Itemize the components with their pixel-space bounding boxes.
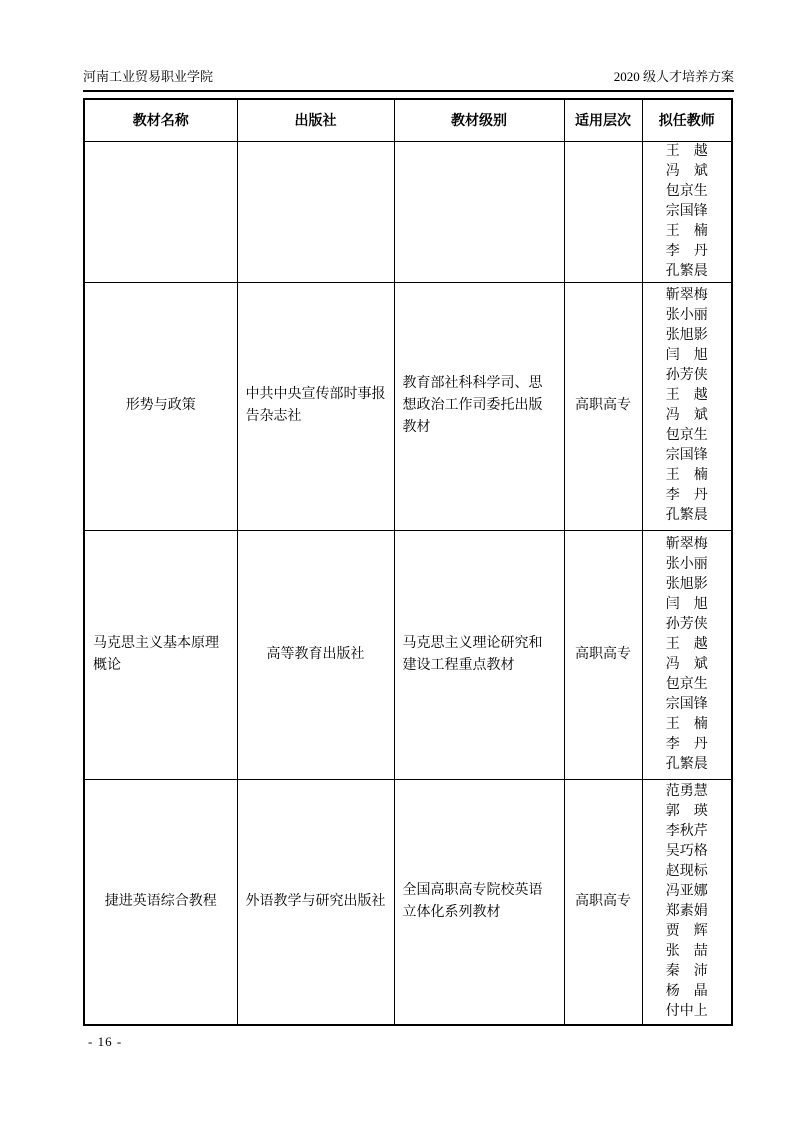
- teacher-name: 冯斌: [665, 408, 708, 423]
- cell-textbook-name: 马克思主义基本原理概论: [84, 530, 237, 779]
- cell-textbook-name: [84, 141, 237, 282]
- textbook-table: [83, 98, 733, 1026]
- column-header-applicable-tier: 适用层次: [564, 99, 642, 141]
- teacher-name: 冯亚娜: [665, 883, 708, 899]
- cell-proposed-teachers: [642, 141, 732, 282]
- school-name: 河南工业贸易职业学院: [83, 69, 214, 84]
- teacher-name: 王越: [665, 388, 708, 403]
- teacher-name: 闫旭: [665, 596, 708, 612]
- cell-publisher: [237, 141, 394, 282]
- teacher-name: 李丹: [665, 736, 708, 752]
- table-row: [84, 779, 732, 1025]
- teacher-name: 包京生: [665, 428, 708, 443]
- teacher-name: 李秋芹: [665, 823, 708, 839]
- cell-applicable-tier: 高职高专: [564, 530, 642, 779]
- cell-publisher: 中共中央宣传部时事报告杂志社: [237, 282, 394, 530]
- cell-proposed-teachers: [642, 779, 732, 1025]
- teacher-name: 秦沛: [665, 963, 708, 979]
- cell-publisher: 外语教学与研究出版社: [237, 779, 394, 1025]
- teacher-name: 宗国锋: [665, 696, 708, 712]
- teacher-name: 宗国锋: [665, 448, 708, 463]
- table-row: [84, 282, 732, 530]
- teacher-name: 李丹: [665, 488, 708, 503]
- cell-textbook-level: 马克思主义理论研究和建设工程重点教材: [394, 530, 564, 779]
- cell-applicable-tier: 高职高专: [564, 779, 642, 1025]
- teacher-name: 范勇慧: [665, 783, 708, 799]
- cell-applicable-tier: [564, 141, 642, 282]
- cell-textbook-name: 形势与政策: [84, 282, 237, 530]
- teacher-name: 杨晶: [665, 983, 708, 999]
- table-row: [84, 141, 732, 282]
- teacher-name: 张旭影: [665, 328, 708, 343]
- cell-applicable-tier: 高职高专: [564, 282, 642, 530]
- plan-title: 2020 级人才培养方案: [613, 69, 734, 84]
- column-header-textbook-name: 教材名称: [84, 99, 237, 141]
- table-body: [84, 141, 732, 1025]
- teacher-name: 贾辉: [665, 923, 708, 939]
- teacher-name: 冯斌: [665, 163, 708, 179]
- cell-proposed-teachers: [642, 530, 732, 779]
- teacher-name: 包京生: [665, 676, 708, 692]
- teacher-name: 王楠: [665, 716, 708, 732]
- cell-textbook-name: 捷进英语综合教程: [84, 779, 237, 1025]
- teacher-list: [643, 782, 732, 1022]
- table-row: [84, 530, 732, 779]
- teacher-name: 王越: [665, 143, 708, 159]
- teacher-name: 赵现标: [665, 863, 708, 879]
- teacher-name: 张小丽: [665, 308, 708, 323]
- teacher-list: [643, 535, 732, 775]
- teacher-name: 孙芳侠: [665, 616, 708, 632]
- cell-proposed-teachers: [642, 282, 732, 530]
- teacher-name: 张小丽: [665, 556, 708, 572]
- page-header: [83, 68, 734, 86]
- column-header-publisher: 出版社: [237, 99, 394, 141]
- teacher-list: [643, 142, 732, 282]
- cell-publisher: 高等教育出版社: [237, 530, 394, 779]
- header-rule: [83, 90, 734, 92]
- cell-textbook-level: 教育部社科科学司、思想政治工作司委托出版教材: [394, 282, 564, 530]
- table-header: [84, 99, 732, 141]
- teacher-name: 王楠: [665, 468, 708, 483]
- teacher-name: 李丹: [665, 243, 708, 259]
- teacher-name: 付中上: [665, 1003, 708, 1019]
- teacher-name: 靳翠梅: [665, 536, 708, 552]
- teacher-name: 宗国锋: [665, 203, 708, 219]
- teacher-name: 张旭影: [665, 576, 708, 592]
- teacher-name: 张喆: [665, 943, 708, 959]
- teacher-name: 孙芳侠: [665, 368, 708, 383]
- teacher-name: 靳翠梅: [665, 288, 708, 303]
- teacher-name: 孔繁晨: [665, 263, 708, 279]
- teacher-name: 郭瑛: [665, 803, 708, 819]
- teacher-name: 孔繁晨: [665, 508, 708, 523]
- column-header-proposed-teachers: 拟任教师: [642, 99, 732, 141]
- table-header-row: [84, 99, 732, 141]
- teacher-name: 吴巧格: [665, 843, 708, 859]
- teacher-name: 闫旭: [665, 348, 708, 363]
- teacher-name: 王越: [665, 636, 708, 652]
- teacher-name: 孔繁晨: [665, 756, 708, 772]
- cell-textbook-level: [394, 141, 564, 282]
- teacher-name: 包京生: [665, 183, 708, 199]
- teacher-name: 冯斌: [665, 656, 708, 672]
- page-number: - 16 -: [88, 1034, 123, 1049]
- teacher-name: 王楠: [665, 223, 708, 239]
- teacher-list: [643, 286, 732, 526]
- teacher-name: 郑素娟: [665, 903, 708, 919]
- column-header-textbook-level: 教材级别: [394, 99, 564, 141]
- cell-textbook-level: 全国高职高专院校英语立体化系列教材: [394, 779, 564, 1025]
